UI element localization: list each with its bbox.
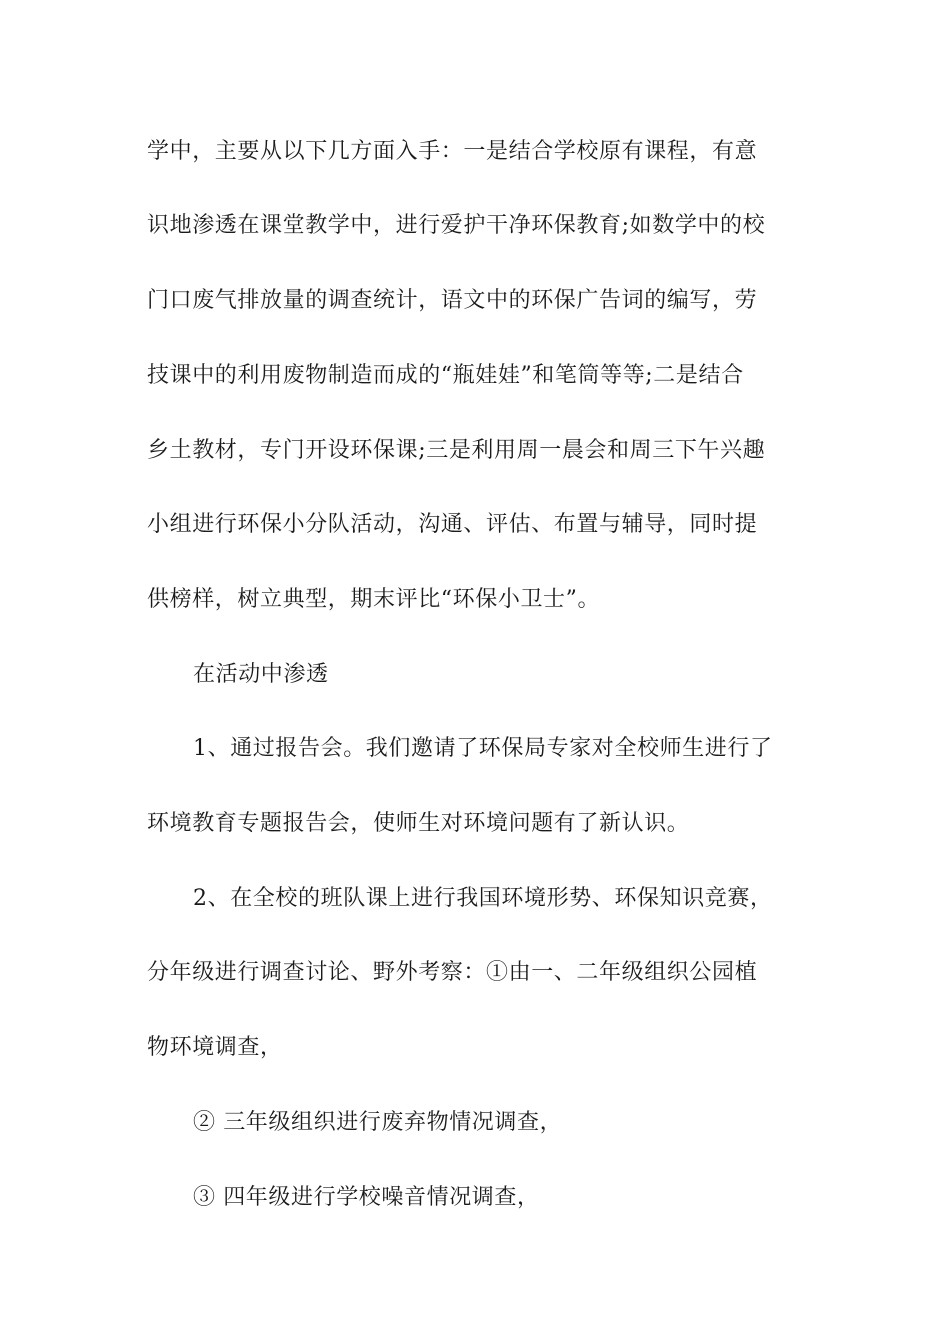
paragraph-line: 分年级进行调查讨论、野外考察：①由一、二年级组织公园植 <box>147 960 758 985</box>
paragraph-line: 物环境调查， <box>147 1035 283 1060</box>
paragraph-line: 2、在全校的班队课上进行我国环境形势、环保知识竞赛， <box>193 886 773 911</box>
list-item: ② 三年级组织进行废弃物情况调查， <box>193 1110 563 1135</box>
paragraph-line: 环境教育专题报告会，使师生对环境问题有了新认识。 <box>147 811 690 836</box>
paragraph-line: 1、通过报告会。我们邀请了环保局专家对全校师生进行了 <box>193 736 773 761</box>
paragraph-line: 小组进行环保小分队活动，沟通、评估、布置与辅导，同时提 <box>147 512 758 537</box>
paragraph-line: 学中，主要从以下几方面入手：一是结合学校原有课程，有意 <box>147 139 758 164</box>
paragraph-line: 门口废气排放量的调查统计，语文中的环保广告词的编写，劳 <box>147 288 758 313</box>
paragraph-line: 供榜样，树立典型，期末评比“环保小卫士”。 <box>147 587 601 612</box>
list-item: ③ 四年级进行学校噪音情况调查， <box>193 1185 540 1210</box>
paragraph-line: 技课中的利用废物制造而成的“瓶娃娃”和笔筒等等;二是结合 <box>147 363 744 388</box>
paragraph-line: 乡土教材，专门开设环保课;三是利用周一晨会和周三下午兴趣 <box>147 438 766 463</box>
paragraph-line: 识地渗透在课堂教学中，进行爱护干净环保教育;如数学中的校 <box>147 213 766 238</box>
section-heading: 在活动中渗透 <box>193 662 329 687</box>
